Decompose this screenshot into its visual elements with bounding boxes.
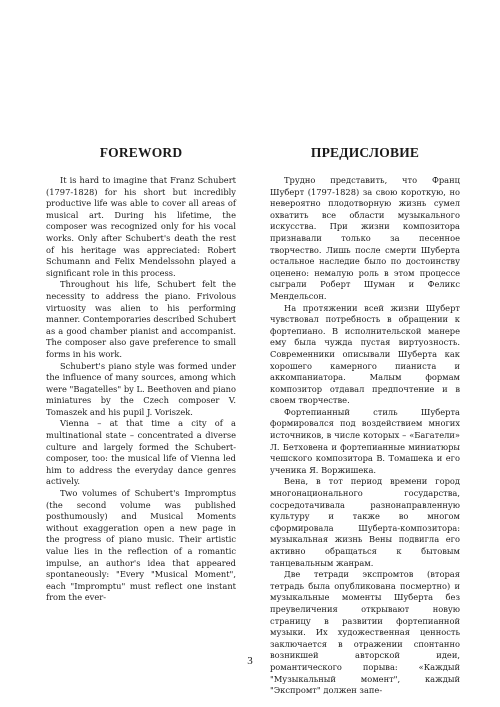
foreword-title: FOREWORD xyxy=(99,145,183,160)
russian-paragraph-1: Трудно представить, что Франц Шуберт (1797-1828) за свою короткую, но невероятно плодотворную жизнь сумел охватить все области музыкального искусства. При жизни композитора признавали только за песенное творчество. Лишь после смерти Шуберта остальное наследие было по достоинству оценено: немалую роль в этом процессе сыграли Роберт Шуман и Феликс Мендельсон. xyxy=(270,175,460,301)
russian-column xyxy=(270,145,460,697)
english-column xyxy=(46,145,236,604)
russian-paragraph-4: Вена, в тот период времени город многонационального государства, сосредотачивала разнонаправленную культуру и также во многом сформировала Шуберта-композитора: музыкальная жизнь Вены подвигла его активно обращаться к бытовым танцевальным жанрам. xyxy=(270,476,460,568)
english-paragraph-5: Two volumes of Schubert's Impromptus (the second volume was published posthumously) and Musical Moments without exaggeration open a new page in the progress of piano music. Their artistic value lies in the reflection of a romantic impulse, an author's idea that appeared spontaneously: "Every "Musical Moment", each "Impromptu" must reflect one instant from the ever- xyxy=(46,488,236,603)
english-paragraph-2: Throughout his life, Schubert felt the necessity to address the piano. Frivolous virtuosity was alien to his performing manner. Contemporaries described Schubert as a good chamber pianist and accompanist. The composer also gave preference to small forms in his work. xyxy=(46,279,236,359)
russian-paragraph-3: Фортепианный стиль Шуберта формировался под воздействием многих источников, в числе которых – «Багатели» Л. Бетховена и фортепианные миниатюры чешского композитора В. Томашека и его ученика Я. Воржишека. xyxy=(270,406,460,475)
english-paragraph-3: Schubert's piano style was formed under the influence of many sources, among which were "Bagatelles" by L. Beethoven and piano miniatures by the Czech composer V. Tomaszek and his pupil J. Voriszek. xyxy=(46,360,236,417)
page-number: 3 xyxy=(247,655,253,667)
russian-paragraph-2: На протяжении всей жизни Шуберт чувствовал потребность в обращении к фортепиано. В исполнительской манере ему была чужда пустая виртуозность. Современники описывали Шуберта как хорошего камерного пианиста и аккомпаниатора. Малым формам композитор отдавал предпочтение и в своем творчестве. xyxy=(270,302,460,406)
english-paragraph-4: Vienna – at that time a city of a multinational state – concentrated a diverse culture and largely formed the Schubert-composer, too: the musical life of Vienna led him to address the everyday dance genres actively. xyxy=(46,418,236,487)
russian-paragraph-5: Две тетради экспромтов (вторая тетрадь была опубликована посмертно) и музыкальные моменты Шуберта без преувеличения открывают новую страницу в развитии фортепианной музыки. Их художественная ценность заключается в отражении спонтанно возникшей авторской идеи, романтического порыва: «Каждый "Музыкальный момент", каждый "Экспромт" должен запе- xyxy=(270,569,460,696)
predislovie-title: ПРЕДИСЛОВИЕ xyxy=(310,145,420,160)
english-paragraph-1: It is hard to imagine that Franz Schubert (1797-1828) for his short but incredibly productive life was able to cover all areas of musical art. During his lifetime, the composer was recognized only for his vocal works. Only after Schubert's death the rest of his heritage was appreciated: Robert Schumann and Felix Mendelssohn played a significant role in this process. xyxy=(46,175,236,278)
